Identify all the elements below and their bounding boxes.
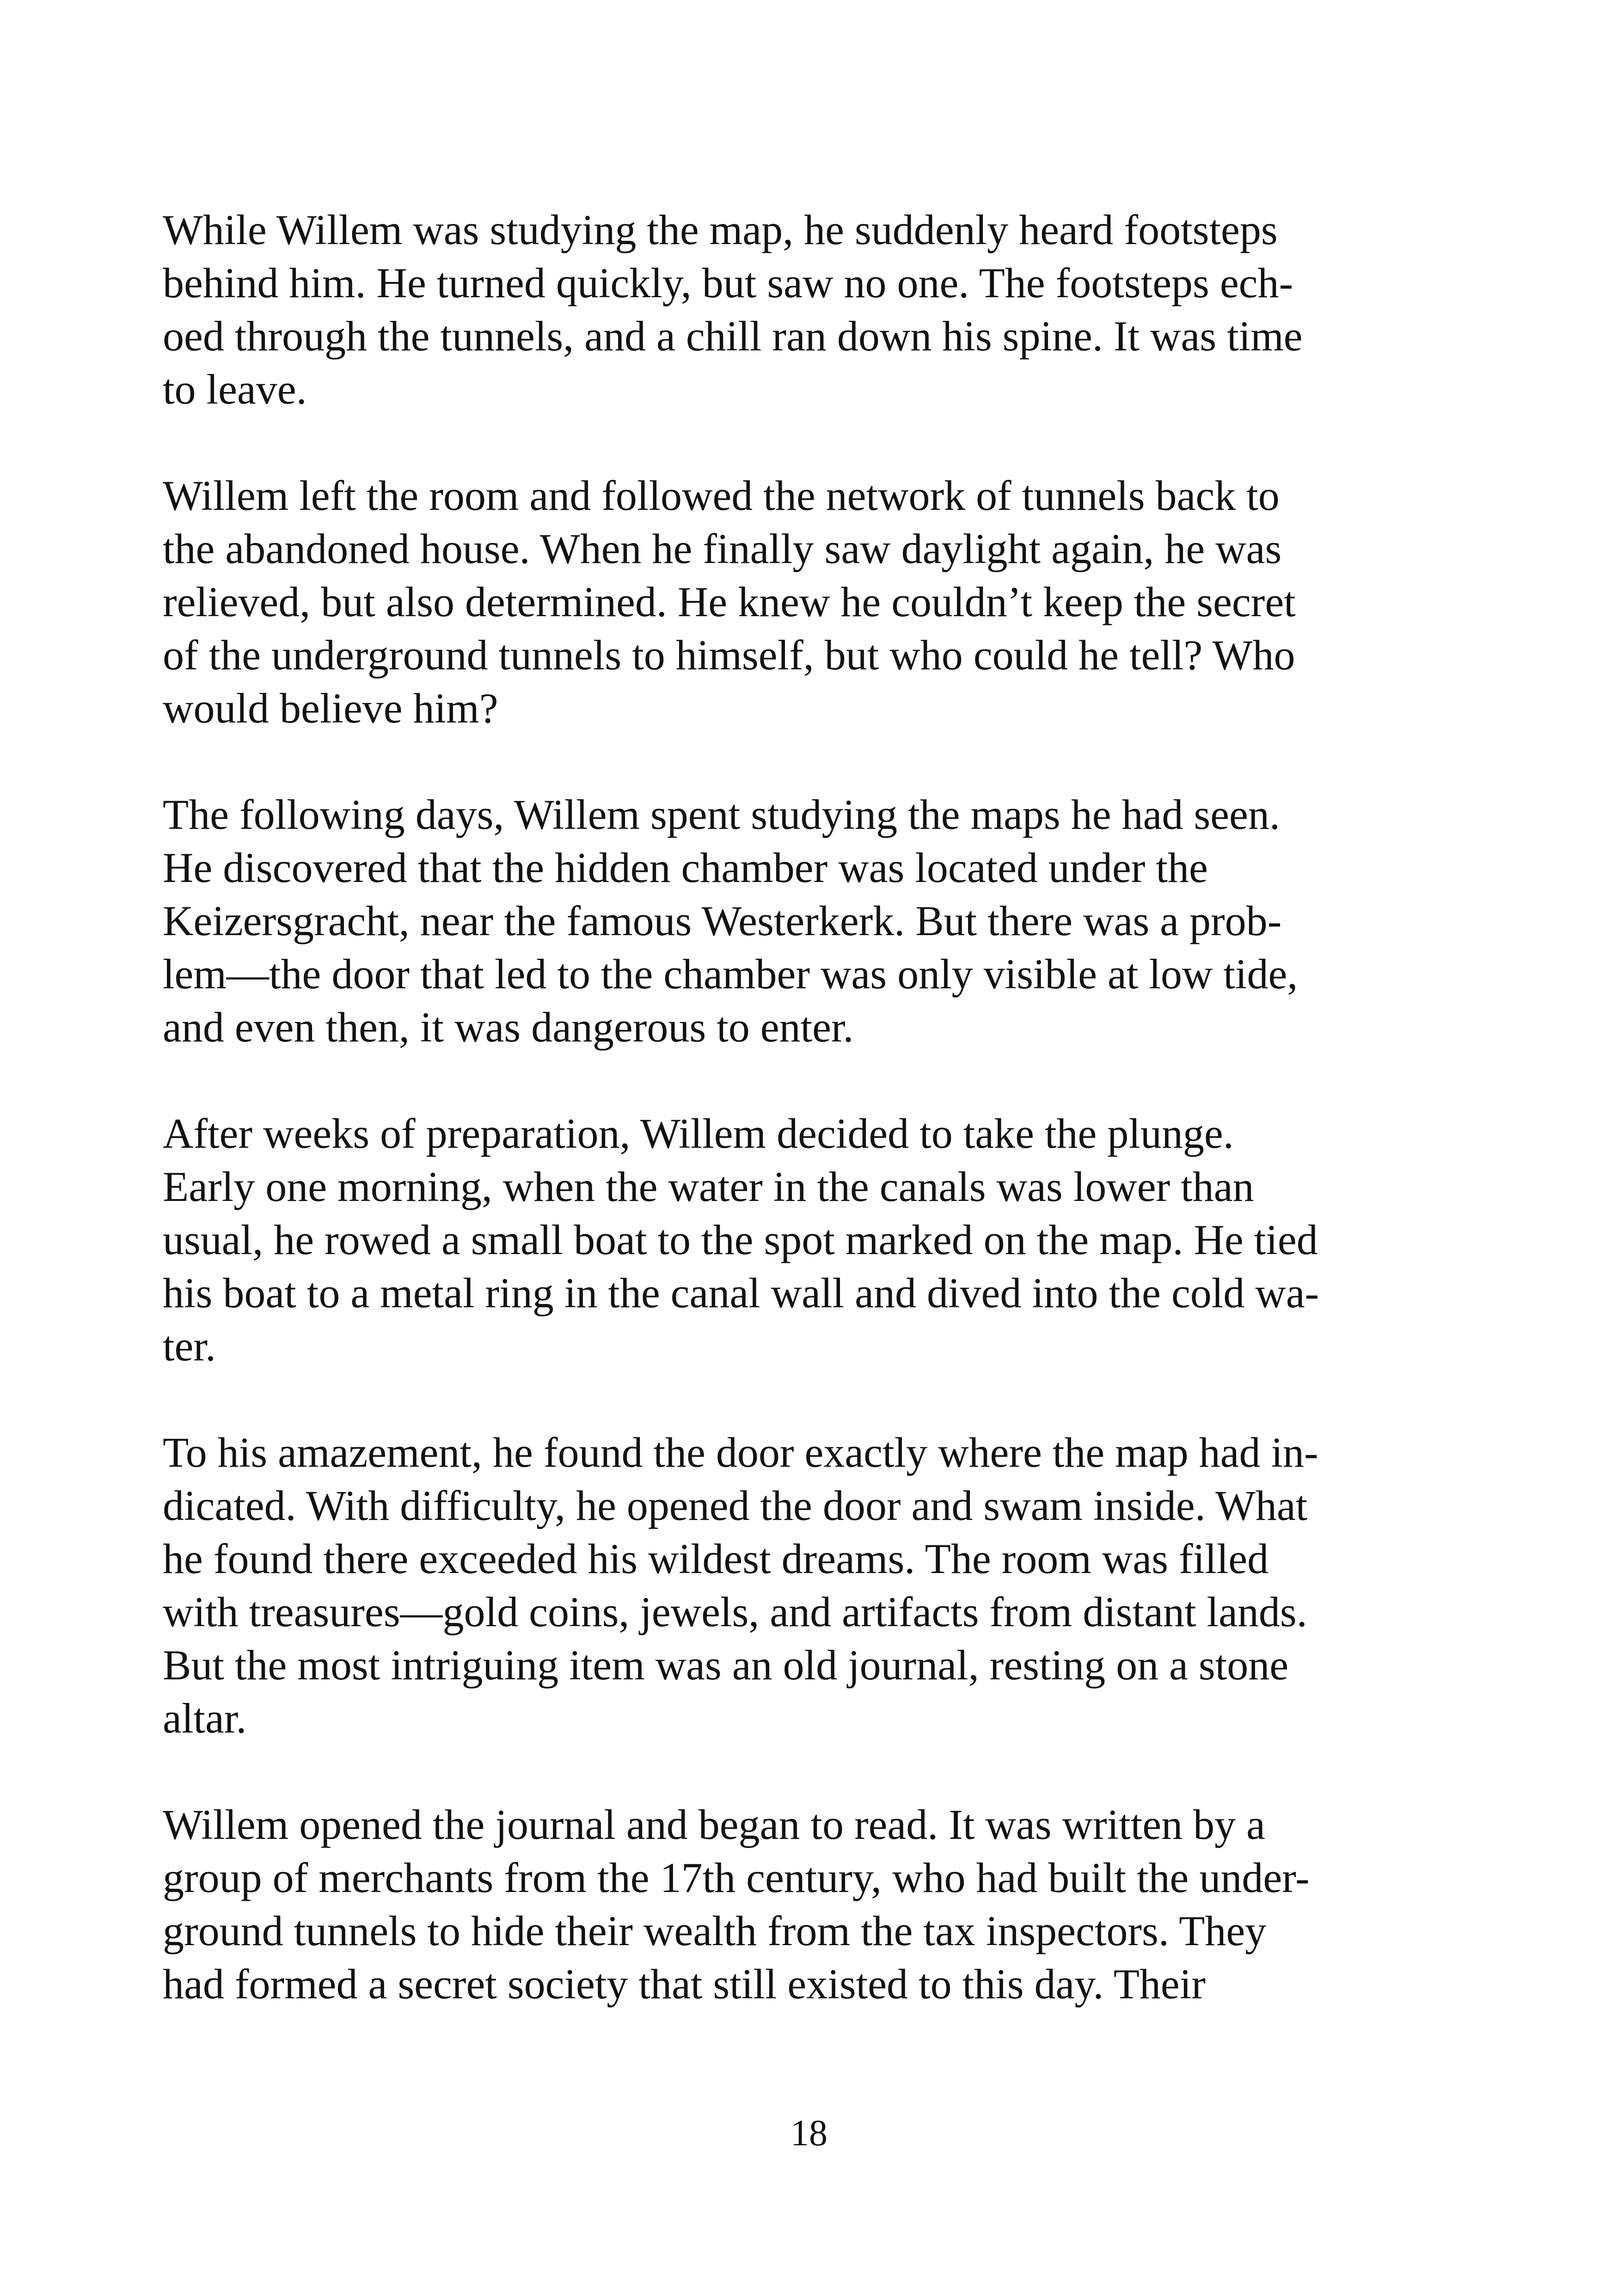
text-line: of the underground tunnels to himself, but who could he tell? Who: [163, 631, 1295, 679]
text-line: dicated. With difficulty, he opened the door and swam inside. What: [163, 1482, 1308, 1529]
text-line: behind him. He turned quickly, but saw no one. The footsteps ech-: [163, 259, 1293, 306]
text-line: to leave.: [163, 366, 307, 413]
text-line: with treasures—gold coins, jewels, and artifacts from distant lands.: [163, 1588, 1307, 1635]
paragraph-5: [163, 1426, 1439, 1745]
text-line: usual, he rowed a small boat to the spot marked on the map. He tied: [163, 1216, 1318, 1263]
text-line: Keizersgracht, near the famous Westerkerk. But there was a prob-: [163, 897, 1282, 944]
text-line: After weeks of preparation, Willem decided to take the plunge.: [163, 1110, 1234, 1157]
text-line: he found there exceeded his wildest dreams. The room was filled: [163, 1535, 1269, 1582]
text-line: But the most intriguing item was an old journal, resting on a stone: [163, 1641, 1289, 1689]
text-line: group of merchants from the 17th century, who had built the under-: [163, 1854, 1310, 1901]
text-line: and even then, it was dangerous to enter.: [163, 1004, 854, 1051]
paragraph-6: [163, 1798, 1439, 2011]
paragraph-4: [163, 1107, 1439, 1373]
paragraph-1: [163, 203, 1439, 416]
text-line: the abandoned house. When he finally saw daylight again, he was: [163, 525, 1282, 572]
text-line: He discovered that the hidden chamber was located under the: [163, 844, 1208, 891]
text-line: oed through the tunnels, and a chill ran down his spine. It was time: [163, 312, 1303, 360]
text-line: Willem opened the journal and began to read. It was written by a: [163, 1801, 1265, 1848]
text-line: To his amazement, he found the door exactly where the map had in-: [163, 1429, 1318, 1476]
text-line: The following days, Willem spent studying the maps he had seen.: [163, 791, 1280, 838]
text-line: ter.: [163, 1322, 216, 1370]
text-line: Early one morning, when the water in the canals was lower than: [163, 1163, 1254, 1210]
page-number: 18: [791, 2113, 827, 2154]
text-line: Willem left the room and followed the network of tunnels back to: [163, 472, 1280, 519]
body-text: [163, 203, 1439, 2064]
paragraph-2: [163, 469, 1439, 735]
text-line: relieved, but also determined. He knew he couldn’t keep the secret: [163, 578, 1296, 625]
text-line: lem—the door that led to the chamber was only visible at low tide,: [163, 950, 1298, 998]
text-line: ground tunnels to hide their wealth from the tax inspectors. They: [163, 1907, 1267, 1954]
text-line: would believe him?: [163, 685, 498, 732]
text-line: had formed a secret society that still existed to this day. Their: [163, 1960, 1206, 2008]
text-line: While Willem was studying the map, he suddenly heard footsteps: [163, 206, 1278, 253]
paragraph-3: [163, 788, 1439, 1054]
text-line: altar.: [163, 1695, 247, 1742]
text-line: his boat to a metal ring in the canal wall and dived into the cold wa-: [163, 1269, 1319, 1316]
